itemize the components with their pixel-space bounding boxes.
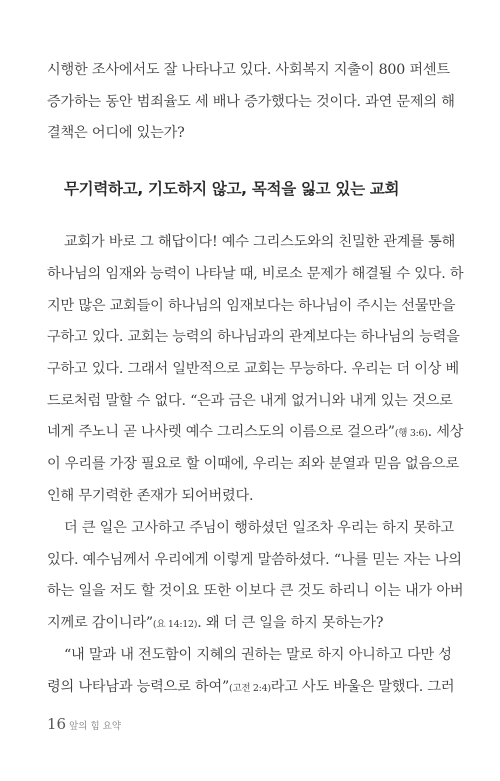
intro-line-3: 결책은 어디에 있는가? bbox=[47, 125, 185, 141]
body-line-3: 지만 많은 교회들이 하나님의 임재보다는 하나님이 주시는 선물만을 bbox=[47, 298, 456, 314]
body-line-13-tail: . 왜 더 큰 일을 하지 못하는가? bbox=[197, 615, 384, 631]
body-line-5: 구하고 있다. 그래서 일반적으로 교회는 무능하다. 우리는 더 이상 베 bbox=[47, 361, 460, 377]
page-footer bbox=[47, 714, 121, 733]
body-line-4: 구하고 있다. 교회는 능력의 하나님과의 관계보다는 하나님의 능력을 bbox=[47, 329, 460, 345]
body-line-8: 이 우리를 가장 필요로 할 이때에, 우리는 죄와 분열과 믿음 없음으로 bbox=[47, 456, 460, 472]
body-line-10: 더 큰 일은 고사하고 주님이 행하셨던 일조차 우리는 하지 못하고 bbox=[64, 520, 454, 536]
body-line-2: 하나님의 임재와 능력이 나타날 때, 비로소 문제가 해결될 수 있다. 하 bbox=[47, 266, 464, 282]
body-line-12: 하는 일을 저도 할 것이요 또한 이보다 큰 것도 하리니 이는 내가 아버 bbox=[47, 583, 464, 599]
body-line-1: 교회가 바로 그 해답이다! 예수 그리스도와의 친밀한 관계를 통해 bbox=[64, 234, 456, 250]
body-line-11: 있다. 예수님께서 우리에게 이렇게 말씀하셨다. “나를 믿는 자는 나의 bbox=[47, 552, 462, 568]
scripture-ref-corinthians: (고전 2:4) bbox=[229, 683, 271, 694]
body-line-13 bbox=[47, 614, 457, 634]
body-line-13-text: 지께로 감이니라” bbox=[47, 615, 153, 631]
running-book-title: 앞의 힘 요약 bbox=[69, 721, 122, 732]
page-number: 16 bbox=[47, 715, 67, 733]
intro-line-1: 시행한 조사에서도 잘 나타나고 있다. 사회복지 지출이 800 퍼센트 bbox=[47, 62, 450, 78]
body-line-14: “내 말과 내 전도함이 지혜의 권하는 말로 하지 아니하고 다만 성 bbox=[64, 647, 452, 663]
body-line-7 bbox=[47, 423, 464, 443]
body-line-15-text: 령의 나타남과 능력으로 하여” bbox=[47, 679, 230, 695]
section-heading: 무기력하고, 기도하지 않고, 목적을 잃고 있는 교회 bbox=[64, 180, 400, 198]
intro-line-2: 증가하는 동안 범죄율도 세 배나 증가했다는 것이다. 과연 문제의 해 bbox=[47, 94, 455, 110]
body-line-9: 인해 무기력한 존재가 되어버렸다. bbox=[47, 488, 254, 504]
body-line-7-tail: . 세상 bbox=[427, 424, 464, 440]
body-line-15-tail: 라고 사도 바울은 말했다. 그러 bbox=[270, 679, 455, 695]
scripture-ref-john: (요 14:12) bbox=[152, 619, 198, 630]
scripture-ref-acts: (행 3:6) bbox=[394, 428, 428, 439]
body-line-6: 드로처럼 말할 수 없다. “은과 금은 내게 없거니와 내게 있는 것으로 bbox=[47, 393, 453, 409]
body-line-7-text: 네게 주노니 곧 나사렛 예수 그리스도의 이름으로 걸으라” bbox=[47, 424, 395, 440]
body-line-15 bbox=[47, 678, 457, 698]
